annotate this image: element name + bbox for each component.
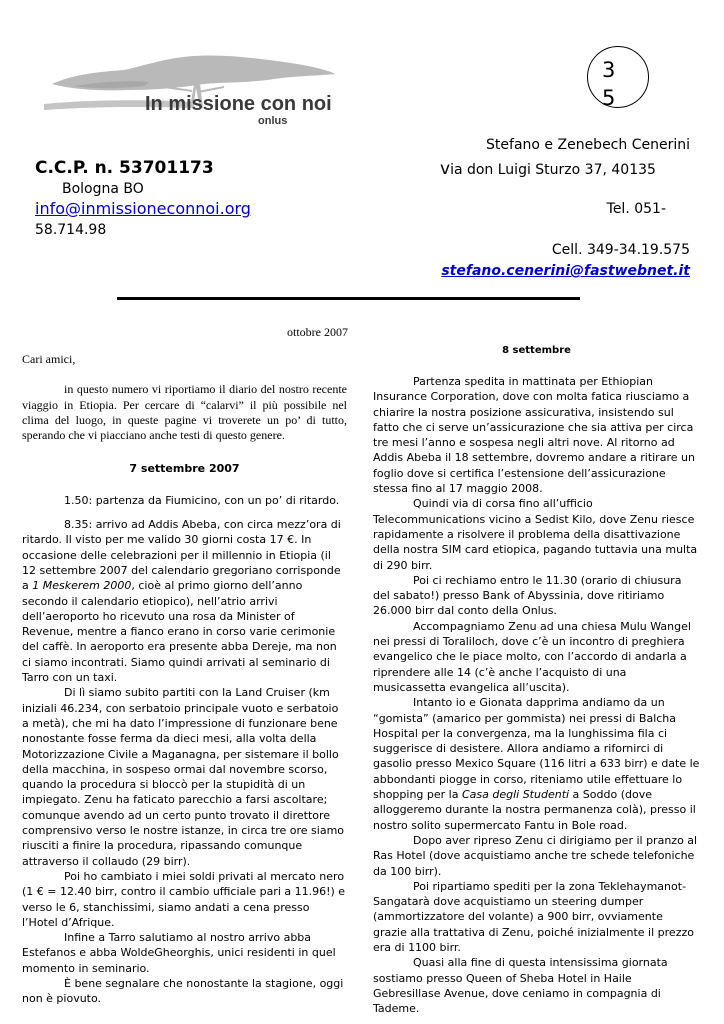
intro-paragraph: in questo numero vi riportiamo il diario del nostro recente viaggio in Etiopia. Per cercare di “calarvi” il più possibile nel clima del luogo, in queste pagine vi troverete un po’ di tutto, sperando che vi piacciano anche testi di questo genere. (22, 382, 347, 443)
sender-names: Stefano e Zenebech Cenerini (486, 137, 690, 153)
day1-p5: Infine a Tarro salutiamo al nostro arrivo abba Estefanos e abba WoldeGheorghis, unici residenti in quel momento in seminario. (22, 931, 336, 975)
day2-p5-b: a Soddo (dove alloggeremo durante la nostra permanenza colà), presso il nostro solito supermercato Fantu in Bole road. (373, 788, 696, 832)
greeting: Cari amici, (22, 352, 76, 366)
day1-p2-a: 8.35: arrivo ad Addis Abeba, con circa mezz’ora di ritardo. Il visto per me valido 30 giorni costa 17 €. In occasione delle celebrazioni per il millennio in Etiopia (il 12 settembre 2007 del calendario gregoriano corrisponde a (22, 518, 341, 593)
day1-p2 (22, 517, 347, 685)
right-column (373, 344, 700, 1016)
issue-number: 35 (602, 58, 616, 110)
day2-p7: Poi ripartiamo spediti per la zona Teklehaymanot-Sangatarà dove acquistiamo un steering dumper (ammortizzatore del volante) a 900 birr, ovviamente grazie alla trattativa di Zenu, poiché inizialmente il prezzo era di 1100 birr. (373, 879, 694, 954)
logo-tree-icon (44, 46, 344, 136)
telephone: Tel. 051- (606, 201, 666, 217)
address (440, 159, 656, 179)
letter-date: ottobre 2007 (287, 325, 348, 339)
address-v: v (440, 159, 451, 179)
day2-p6: Dopo aver ripreso Zenu ci dirigiamo per il pranzo al Ras Hotel (dove acquistiamo anche tre schede telefoniche da 100 birr). (373, 833, 698, 878)
day2-p8: Quasi alla fine di questa intensissima giornata sostiamo presso Queen of Sheba Hotel in Haile Gebresillase Avenue, dove ceniamo in compagnia di Tademe. (373, 956, 668, 1016)
ccp-number: C.C.P. n. 53701173 (35, 158, 214, 178)
day2-p5 (373, 695, 700, 833)
day1-p3: Di lì siamo subito partiti con la Land Cruiser (km iniziali 46.234, con serbatoio principale vuoto e serbatoio a metà), che mi ha dato l’impressione di funzionare bene nonostante fosse ferma da dieci mesi, alla volta della Motorizzazione Civile a Maganagna, per sistemare il bollo della macchina, in sospeso ormai dal novembre scorso, quando la procedura si bloccò per la stupidità di un impiegato. Zenu ha faticato parecchio a farsi ascoltare; comunque avendo ad un certo punto trovato il direttore comprensivo verso le nostre istanze, in circa tre ore siamo riusciti a finire la procedura, ripassando comunque attraverso il collaudo (29 birr). (22, 686, 345, 868)
day1-p2-c: , cioè al primo giorno dell’anno secondo il calendario etiopico), nell’atrio arrivi dell’aeroporto ho ricevuto una rosa da Minister of Revenue, mentre a fianco erano in corso varie cerimonie del caffè. In aeroporto era presente abba Dereje, ma non ci siamo incontrati. Siamo quindi arrivati al seminario di Tarro con un taxi. (22, 579, 337, 685)
divider (117, 297, 580, 300)
address-rest: ia don Luigi Sturzo 37, 40135 (450, 162, 656, 178)
day1-p4: Poi ho cambiato i miei soldi privati al mercato nero (1 € = 12.40 birr, contro il cambio ufficiale pari a 11.96!) e verso le 6, stanchissimi, siamo andati a cena presso l’Hotel d’Afrique. (22, 869, 346, 929)
day2-p5-a: Intanto io e Gionata dapprima andiamo da un “gomista” (amarico per gommista) nei pressi di Balcha Hospital per la convergenza, ma la lunghissima fila ci suggerisce di desistere. Allora andiamo a rifornirci di gasolio presso Mexico Square (116 litri a 633 birr) e date le abbondanti piogge in corso, riteniamo utile effettuare lo shopping per la (373, 696, 700, 802)
telephone-rest: 58.714.98 (35, 222, 107, 238)
personal-email-link[interactable]: stefano.cenerini@fastwebnet.it (441, 263, 690, 279)
logo-subtitle: onlus (258, 115, 288, 127)
email-link[interactable]: info@inmissioneconnoi.org (35, 199, 251, 218)
logo-title: In missione con noi (145, 93, 332, 115)
day2-p4: Accompagniamo Zenu ad una chiesa Mulu Wangel nei pressi di Toraliloch, dove c’è un incontro di preghiera evangelico che le piace molto, con l’accordo di andarla a riprendere alle 14 (c’è anche l’acquisto di una musicassetta evangelica all’uscita). (373, 619, 691, 694)
day2-p3: Poi ci rechiamo entro le 11.30 (orario di chiusura del sabato!) presso Bank of Abyssinia, dove ritiriamo 26.000 birr dal conto della Onlus. (373, 573, 682, 618)
day1-p6: È bene segnalare che nonostante la stagione, oggi non è piovuto. (22, 976, 344, 1006)
day1-p2-italic: 1 Meskerem 2000 (32, 579, 132, 593)
left-column (22, 352, 347, 1007)
day2-p1: Partenza spedita in mattinata per Ethiopian Insurance Corporation, dove con molta fatica riusciamo a chiarire la nostra posizione assicurativa, insistendo sul fatto che ci serve un’assicurazione che sia attiva per circa tre mesi l’anno e sospesa negli altri nove. Al ritorno ad Addis Abeba il 18 settembre, dovremo andare a ritirare un foglio dove si certifica l’estensione dell’assicurazione stessa fino al 17 maggio 2008. (373, 375, 695, 496)
day2-p5-italic: Casa degli Studenti (461, 788, 570, 802)
day1-p1: 1.50: partenza da Fiumicino, con un po’ di ritardo. (64, 493, 340, 507)
day2-p2: Quindi via di corsa fino all’ufficio Telecommunications vicino a Sedist Kilo, dove Zenu riesce rapidamente a risolvere il problema della disattivazione della nostra SIM card etiopica, pagando tuttavia una multa di 290 birr. (373, 497, 698, 572)
day1-heading: 7 settembre 2007 (129, 462, 240, 476)
city: Bologna BO (62, 181, 144, 197)
day2-heading: 8 settembre (502, 345, 571, 356)
cell-phone: Cell. 349-34.19.575 (551, 242, 690, 258)
